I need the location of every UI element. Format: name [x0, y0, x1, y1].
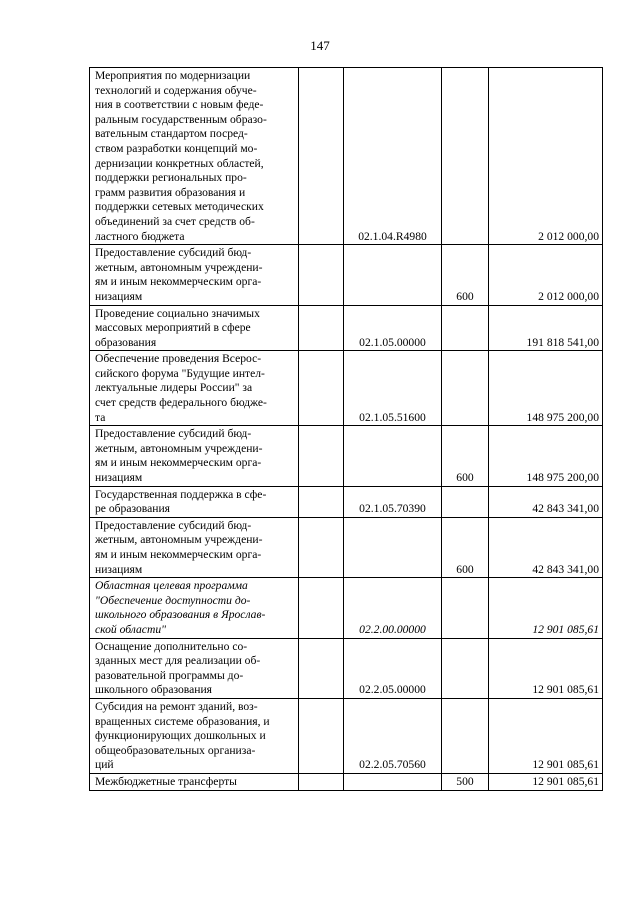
row-name-cell: Мероприятия по модернизации технологий и содержания обуче- ния в соответствии с новым феде- ральным государственным образо- вательным стандартом посред- ством разработки концепций мо- дернизации конкретных областей, поддержки региональных про- грамм развития образования и поддержки сетевых методических объединений за счет средств об- ластного бюджета	[90, 68, 299, 245]
row-type-cell: 600	[442, 517, 489, 577]
row-code-cell	[344, 517, 442, 577]
row-type-cell	[442, 68, 489, 245]
row-type-cell: 600	[442, 426, 489, 486]
table-row	[90, 486, 603, 517]
row-blank-cell	[299, 486, 344, 517]
row-blank-cell	[299, 698, 344, 773]
row-code-cell	[344, 773, 442, 790]
table-row	[90, 698, 603, 773]
table-row	[90, 517, 603, 577]
budget-table	[89, 67, 603, 791]
row-name-cell: Государственная поддержка в сфе- ре образования	[90, 486, 299, 517]
row-code-cell: 02.2.05.00000	[344, 638, 442, 698]
row-amount-cell: 12 901 085,61	[489, 578, 603, 638]
row-type-cell	[442, 698, 489, 773]
row-amount-cell: 12 901 085,61	[489, 773, 603, 790]
row-amount-cell: 191 818 541,00	[489, 305, 603, 351]
row-blank-cell	[299, 68, 344, 245]
row-code-cell: 02.1.05.00000	[344, 305, 442, 351]
row-blank-cell	[299, 578, 344, 638]
row-amount-cell: 148 975 200,00	[489, 426, 603, 486]
row-type-cell	[442, 305, 489, 351]
table-row	[90, 578, 603, 638]
row-name-cell: Проведение социально значимых массовых мероприятий в сфере образования	[90, 305, 299, 351]
row-code-cell: 02.1.04.R4980	[344, 68, 442, 245]
row-amount-cell: 42 843 341,00	[489, 517, 603, 577]
row-name-cell: Предоставление субсидий бюд- жетным, автономным учреждени- ям и иным некоммерческим орга- низациям	[90, 517, 299, 577]
row-amount-cell: 12 901 085,61	[489, 638, 603, 698]
row-amount-cell: 2 012 000,00	[489, 68, 603, 245]
row-type-cell: 500	[442, 773, 489, 790]
table-row	[90, 305, 603, 351]
row-name-cell: Межбюджетные трансферты	[90, 773, 299, 790]
row-blank-cell	[299, 517, 344, 577]
row-name-cell: Обеспечение проведения Всерос- сийского форума "Будущие интел- лектуальные лидеры России" за счет средств федерального бюдже- та	[90, 351, 299, 426]
table-row	[90, 638, 603, 698]
row-blank-cell	[299, 773, 344, 790]
row-type-cell	[442, 486, 489, 517]
budget-table-body	[90, 68, 603, 791]
table-row	[90, 68, 603, 245]
row-amount-cell: 148 975 200,00	[489, 351, 603, 426]
row-code-cell: 02.2.05.70560	[344, 698, 442, 773]
row-code-cell: 02.1.05.51600	[344, 351, 442, 426]
row-blank-cell	[299, 305, 344, 351]
row-name-cell: Предоставление субсидий бюд- жетным, автономным учреждени- ям и иным некоммерческим орга- низациям	[90, 426, 299, 486]
row-amount-cell: 12 901 085,61	[489, 698, 603, 773]
row-type-cell	[442, 638, 489, 698]
page-number: 147	[310, 38, 330, 53]
table-row	[90, 773, 603, 790]
row-blank-cell	[299, 351, 344, 426]
table-row	[90, 351, 603, 426]
table-row	[90, 245, 603, 305]
row-name-cell: Областная целевая программа "Обеспечение доступности до- школьного образования в Ярослав- ской области"	[90, 578, 299, 638]
row-type-cell	[442, 578, 489, 638]
row-type-cell	[442, 351, 489, 426]
row-amount-cell: 2 012 000,00	[489, 245, 603, 305]
row-code-cell	[344, 426, 442, 486]
row-blank-cell	[299, 638, 344, 698]
row-code-cell: 02.1.05.70390	[344, 486, 442, 517]
row-blank-cell	[299, 426, 344, 486]
row-name-cell: Предоставление субсидий бюд- жетным, автономным учреждени- ям и иным некоммерческим орга- низациям	[90, 245, 299, 305]
row-type-cell: 600	[442, 245, 489, 305]
row-code-cell: 02.2.00.00000	[344, 578, 442, 638]
row-code-cell	[344, 245, 442, 305]
row-name-cell: Субсидия на ремонт зданий, воз- вращенных системе образования, и функционирующих дошкольных и общеобразовательных организа- ций	[90, 698, 299, 773]
row-amount-cell: 42 843 341,00	[489, 486, 603, 517]
row-name-cell: Оснащение дополнительно со- зданных мест для реализации об- разовательной программы до- школьного образования	[90, 638, 299, 698]
table-row	[90, 426, 603, 486]
row-blank-cell	[299, 245, 344, 305]
